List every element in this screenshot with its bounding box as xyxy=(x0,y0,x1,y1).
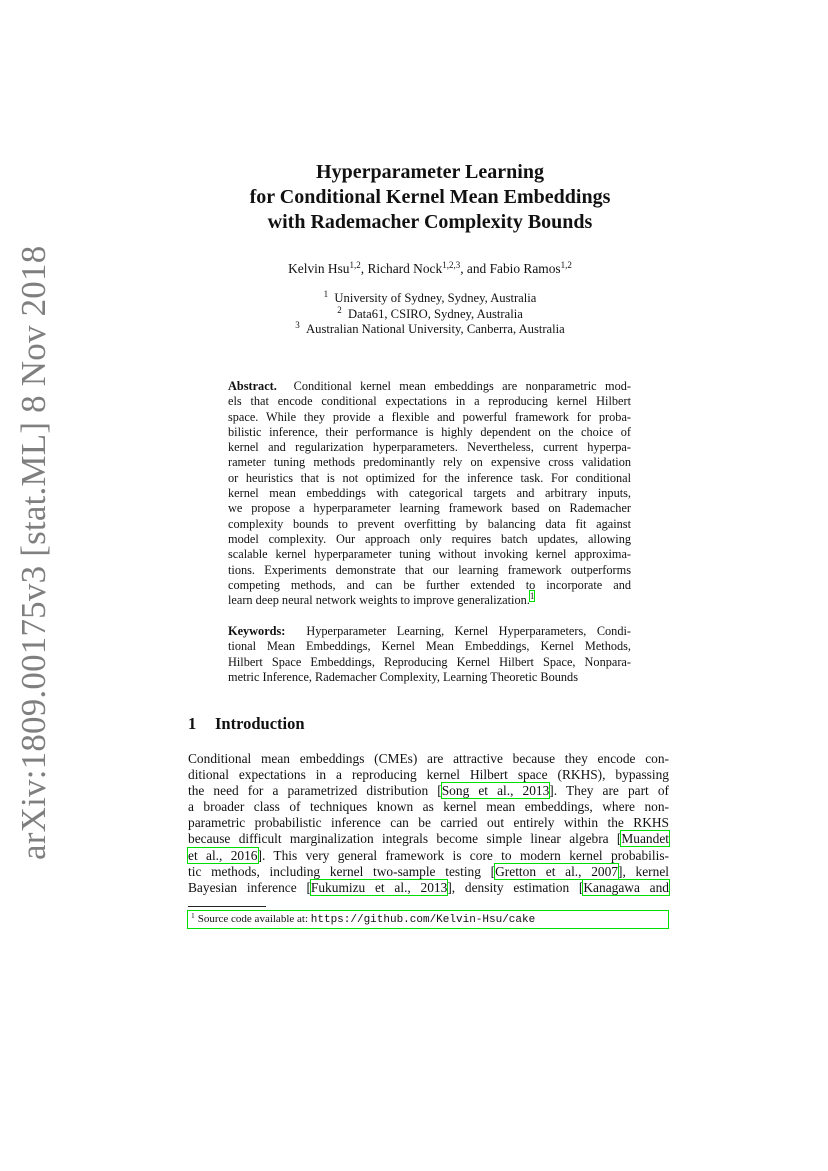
abstract-line: bilistic inference, their performance is highly dependent on the choice of xyxy=(228,424,631,439)
affiliation-1 xyxy=(180,291,680,307)
author-name: Kelvin Hsu xyxy=(288,261,350,276)
keywords-label: Keywords: xyxy=(228,624,286,638)
body-text: Bayesian inference xyxy=(188,879,307,895)
body-line: ditional expectations in a reproducing kernel Hilbert space (RKHS), bypassing xyxy=(188,767,669,783)
section-number: 1 xyxy=(188,714,197,733)
author-affil-mark: 1,2,3 xyxy=(442,260,461,270)
keywords-line xyxy=(228,624,631,639)
author-name: , and Fabio Ramos xyxy=(460,261,561,276)
body-line: because difficult marginalization integrals become simple linear algebra [Muandet xyxy=(188,831,669,847)
affiliation-2 xyxy=(180,304,680,323)
affiliation-mark: 3 xyxy=(295,320,300,330)
abstract-line: complexity bounds to prevent overfitting by balancing data fit against xyxy=(228,516,631,531)
author-affil-mark: 1,2 xyxy=(560,260,572,270)
body-line: a broader class of techniques known as kernel mean embeddings, where non- xyxy=(188,799,669,815)
abstract-label: Abstract. xyxy=(228,379,277,393)
footnote[interactable] xyxy=(188,911,668,928)
abstract-line: kernel and regularization hyperparameters. Nevertheless, current hyperpa- xyxy=(228,440,631,455)
footnote-text: Source code available at: xyxy=(197,913,311,925)
body-text: . They are part of xyxy=(553,783,669,799)
affiliation-text: University of Sydney, Sydney, Australia xyxy=(334,291,537,305)
keywords-text: Hyperparameter Learning, Kernel Hyperparameters, Condi- xyxy=(306,624,631,638)
abstract-line: tions. Experiments demonstrate that our learning framework outperforms xyxy=(228,562,631,577)
affiliation-mark: 1 xyxy=(323,289,329,299)
abstract-line: we propose a hyperparameter learning framework based on Rademacher xyxy=(228,501,631,516)
section-title: Introduction xyxy=(215,714,305,733)
title-line-1: Hyperparameter Learning xyxy=(316,161,544,183)
body-text: , density estimation xyxy=(451,879,579,895)
abstract-line: model complexity. Our approach only requires batch updates, allowing xyxy=(228,531,631,546)
body-text: because difficult marginalization integrals become simple linear algebra xyxy=(188,831,617,847)
citation-link[interactable]: Song et al., 2013 xyxy=(441,783,550,799)
keywords-line: tional Mean Embeddings, Kernel Mean Embeddings, Kernel Methods, xyxy=(228,639,631,654)
source-code-url[interactable]: https://github.com/Kelvin-Hsu/cake xyxy=(310,914,536,926)
abstract-line: scalable kernel hyperparameter tuning without invoking kernel approxima- xyxy=(228,547,631,562)
body-line: et al., 2016]. This very general framework is core to modern kernel probabilis- xyxy=(188,847,670,863)
citation-link[interactable]: et al., 2016 xyxy=(188,847,258,863)
abstract-line: els that encode conditional expectations in a reproducing kernel Hilbert xyxy=(228,394,631,409)
author-affil-mark: 1,2 xyxy=(349,260,361,270)
abstract xyxy=(228,379,631,608)
body-line: tic methods, including kernel two-sample testing [Gretton et al., 2007], kernel xyxy=(188,863,669,879)
abstract-line: competing methods, and can be further extended to incorporate and xyxy=(228,577,631,592)
title-line-3: with Rademacher Complexity Bounds xyxy=(267,211,593,233)
footnote-mark: 1 xyxy=(191,911,195,920)
affiliation-mark: 2 xyxy=(337,304,342,315)
abstract-line: or heuristics that is not optimized for the inference task. For conditional xyxy=(228,470,631,485)
body-text: . This very general framework is core to modern kernel probabilis- xyxy=(261,847,670,863)
body-text: , kernel xyxy=(622,863,669,879)
body-line: the need for a parametrized distribution [Song et al., 2013]. They are part of xyxy=(188,783,669,799)
keywords-line: metric Inference, Rademacher Complexity, Learning Theoretic Bounds xyxy=(228,669,578,684)
author-name: , Richard Nock xyxy=(360,261,443,276)
footnote-divider xyxy=(188,906,266,907)
affiliation-3 xyxy=(180,322,680,338)
abstract-line xyxy=(228,379,631,394)
section-heading xyxy=(188,714,305,734)
affiliations xyxy=(180,291,680,338)
body-line: Conditional mean embeddings (CMEs) are attractive because they encode con- xyxy=(188,751,669,766)
citation-link[interactable]: Gretton et al., 2007 xyxy=(495,863,618,879)
author-list xyxy=(180,261,680,277)
citation-link[interactable]: Muandet xyxy=(621,831,669,847)
body-text: the need for a parametrized distribution xyxy=(188,783,438,799)
body-line: Bayesian inference [Fukumizu et al., 2013], density estimation [Kanagawa and xyxy=(188,879,669,895)
abstract-line xyxy=(228,593,631,608)
abstract-line: rameter tuning methods predominantly rely on expensive cross validation xyxy=(228,455,631,470)
paper-title xyxy=(180,160,680,235)
abstract-text: learn deep neural network weights to improve generalization. xyxy=(228,593,530,608)
abstract-line: kernel mean embeddings with categorical targets and arbitrary inputs, xyxy=(228,486,631,501)
body-text: tic methods, including kernel two-sample testing xyxy=(188,863,491,879)
abstract-line: space. While they provide a flexible and powerful framework for proba- xyxy=(228,409,631,424)
footnote-link[interactable]: 1 xyxy=(529,591,535,602)
body-line: parametric probabilistic inference can be carried out entirely within the RKHS xyxy=(188,815,669,831)
intro-paragraph xyxy=(188,751,669,896)
abstract-text: Conditional kernel mean embeddings are nonparametric mod- xyxy=(293,379,631,393)
arxiv-identifier: arXiv:1809.00175v3 [stat.ML] 8 Nov 2018 xyxy=(14,245,53,860)
keywords-line: Hilbert Space Embeddings, Reproducing Kernel Hilbert Space, Nonpara- xyxy=(228,654,631,669)
citation-link[interactable]: Fukumizu et al., 2013 xyxy=(310,879,448,895)
keywords xyxy=(228,624,631,685)
title-line-2: for Conditional Kernel Mean Embeddings xyxy=(249,186,611,208)
affiliation-text: Data61, CSIRO, Sydney, Australia xyxy=(348,306,523,321)
citation-link[interactable]: Kanagawa and xyxy=(583,879,669,895)
affiliation-text: Australian National University, Canberra, Australia xyxy=(306,322,565,336)
